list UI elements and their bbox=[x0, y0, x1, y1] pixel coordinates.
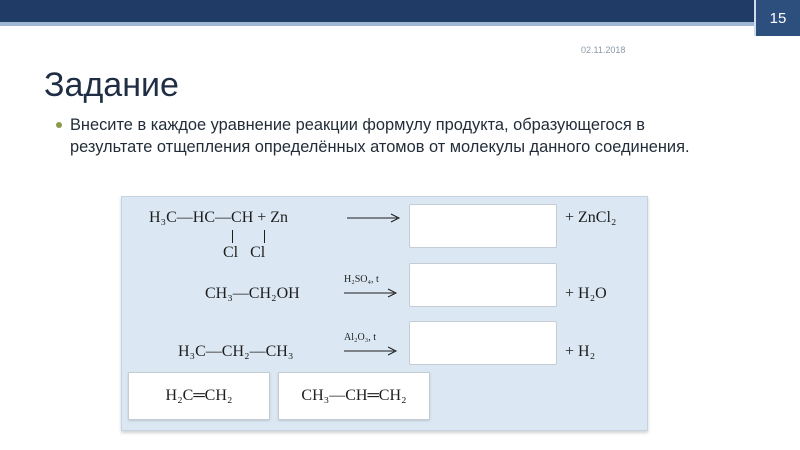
exercise-panel bbox=[121, 196, 648, 431]
slide-date: 02.11.2018 bbox=[581, 45, 626, 55]
option-card-propene[interactable]: CH₃—CH═CH₂ bbox=[278, 372, 430, 420]
option-card-ethene[interactable]: H₂C═CH₂ bbox=[128, 372, 270, 420]
reaction-3-reactant: H₃C—CH₂—CH₃ bbox=[178, 343, 294, 360]
task-bullet bbox=[56, 114, 716, 158]
reaction-3-arrow-icon bbox=[344, 346, 398, 356]
reaction-1-substituents: Cl Cl bbox=[223, 244, 266, 261]
header-accent-line bbox=[0, 22, 800, 26]
reaction-2-answer-field[interactable] bbox=[409, 263, 557, 307]
reaction-2-reactant: CH₃—CH₂OH bbox=[205, 285, 300, 302]
slide-title: Задание bbox=[44, 66, 179, 104]
task-text: Внесите в каждое уравнение реакции формулу продукта, образующегося в результате отщепления определённых атомов от молекулы данного соединения. bbox=[70, 116, 690, 156]
bullet-dot-icon bbox=[56, 122, 62, 128]
reaction-3-byproduct: + H₂ bbox=[565, 343, 596, 360]
bond-line bbox=[264, 230, 265, 243]
slide-number: 15 bbox=[754, 0, 800, 36]
reaction-1-reactant: H₃C—HC—CH + Zn bbox=[149, 209, 289, 226]
reaction-1-byproduct: + ZnCl₂ bbox=[565, 209, 617, 226]
reaction-2-arrow-icon bbox=[344, 288, 398, 298]
reaction-2-condition: H₂SO₄, t bbox=[344, 274, 379, 285]
reaction-3-answer-field[interactable] bbox=[409, 321, 557, 365]
reaction-2-byproduct: + H₂O bbox=[565, 285, 607, 302]
reaction-1-answer-field[interactable] bbox=[409, 204, 557, 248]
reaction-1-arrow-icon bbox=[347, 213, 401, 223]
header-bar bbox=[0, 0, 800, 22]
reaction-3-condition: Al₂O₃, t bbox=[344, 332, 376, 343]
bond-line bbox=[232, 230, 233, 243]
